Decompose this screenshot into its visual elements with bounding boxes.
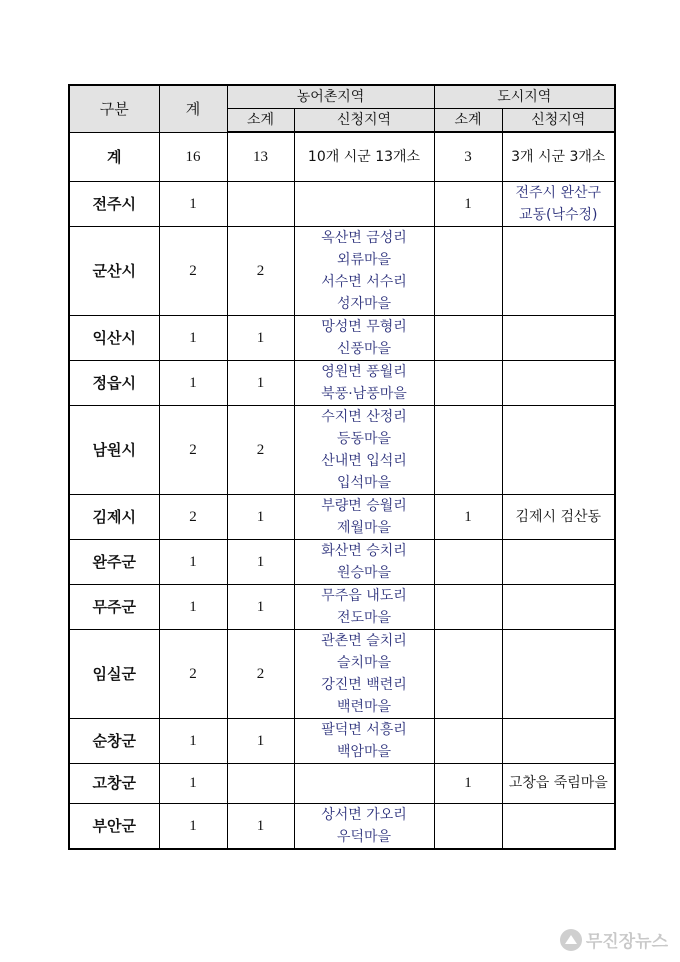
- rural-area-cell: [294, 803, 434, 849]
- rural-area-cell: [294, 718, 434, 763]
- region-cell: 완주군: [69, 539, 159, 584]
- rural-area-cell-line: 슬치마을: [336, 654, 392, 671]
- urban-subtotal-cell: 1: [434, 181, 502, 226]
- region-cell: 남원시: [69, 405, 159, 494]
- rural-area-cell-line: 전도마을: [336, 609, 392, 626]
- urban-area-cell: [502, 803, 615, 849]
- total-cell: 1: [159, 718, 227, 763]
- urban-area-cell-line: 3개 시군 3개소: [511, 148, 606, 165]
- watermark-text: 무진장뉴스: [585, 932, 668, 952]
- urban-area-cell: [502, 629, 615, 718]
- rural-subtotal-cell: 1: [227, 718, 294, 763]
- rural-area-cell-line: 영원면 풍월리: [321, 363, 407, 380]
- rural-area-cell: [294, 405, 434, 494]
- total-cell: 2: [159, 226, 227, 315]
- header-urban: 도시지역: [434, 85, 615, 109]
- urban-subtotal-cell: [434, 226, 502, 315]
- rural-subtotal-cell: [227, 763, 294, 803]
- region-cell: 익산시: [69, 315, 159, 360]
- region-cell: 계: [69, 132, 159, 181]
- urban-subtotal-cell: [434, 315, 502, 360]
- header-total: 계: [159, 85, 227, 132]
- rural-area-cell-line: 산내면 입석리: [321, 452, 407, 469]
- rural-area-cell-line: 제월마을: [336, 519, 392, 536]
- rural-area-cell-line: 무주읍 내도리: [321, 587, 407, 604]
- urban-area-cell: [502, 360, 615, 405]
- urban-area-cell: [502, 718, 615, 763]
- total-cell: 1: [159, 539, 227, 584]
- urban-area-cell-line: 전주시 완산구: [515, 184, 602, 201]
- header-rural-subtotal: 소계: [227, 109, 294, 133]
- region-cell: 군산시: [69, 226, 159, 315]
- urban-area-cell-line: 교동(낙수정): [518, 206, 598, 223]
- rural-area-cell-line: 신풍마을: [336, 340, 392, 357]
- rural-area-cell: [294, 539, 434, 584]
- urban-area-cell: [502, 181, 615, 226]
- urban-subtotal-cell: 3: [434, 132, 502, 181]
- table-row: [69, 584, 615, 629]
- region-cell: 정읍시: [69, 360, 159, 405]
- urban-subtotal-cell: [434, 718, 502, 763]
- rural-area-cell: [294, 226, 434, 315]
- urban-area-cell: [502, 584, 615, 629]
- rural-area-cell-line: 백암마을: [336, 743, 392, 760]
- rural-subtotal-cell: [227, 181, 294, 226]
- rural-area-cell-line: 강진면 백련리: [321, 676, 407, 693]
- rural-area-cell: [294, 629, 434, 718]
- rural-area-cell-line: 수지면 산정리: [321, 408, 407, 425]
- rural-area-cell: [294, 584, 434, 629]
- rural-subtotal-cell: 1: [227, 494, 294, 539]
- header-gubun: 구분: [69, 85, 159, 132]
- rural-subtotal-cell: 13: [227, 132, 294, 181]
- rural-subtotal-cell: 2: [227, 226, 294, 315]
- table-row: [69, 763, 615, 803]
- rural-area-cell-line: 관촌면 슬치리: [321, 632, 407, 649]
- table-row: [69, 803, 615, 849]
- rural-area-cell: [294, 763, 434, 803]
- mountain-logo-icon: [560, 929, 582, 951]
- rural-area-cell-line: 백련마을: [336, 698, 392, 715]
- urban-subtotal-cell: [434, 539, 502, 584]
- region-cell: 순창군: [69, 718, 159, 763]
- table-row: [69, 539, 615, 584]
- table-row: [69, 629, 615, 718]
- region-cell: 무주군: [69, 584, 159, 629]
- header-rural: 농어촌지역: [227, 85, 434, 109]
- total-cell: 2: [159, 629, 227, 718]
- region-cell: 전주시: [69, 181, 159, 226]
- table-row: [69, 494, 615, 539]
- rural-area-cell: [294, 315, 434, 360]
- table-body: [69, 132, 615, 849]
- urban-area-cell-line: 고창읍 죽림마을: [508, 775, 608, 791]
- rural-area-cell-line: 상서면 가오리: [321, 806, 407, 823]
- rural-subtotal-cell: 1: [227, 584, 294, 629]
- region-cell: 김제시: [69, 494, 159, 539]
- table-row: [69, 226, 615, 315]
- table-row: [69, 132, 615, 181]
- rural-area-cell-line: 부량면 승월리: [321, 497, 407, 514]
- rural-area-cell-line: 서수면 서수리: [321, 273, 407, 290]
- rural-area-cell-line: 옥산면 금성리: [321, 229, 407, 246]
- total-cell: 1: [159, 803, 227, 849]
- urban-area-cell: [502, 539, 615, 584]
- header-rural-area: 신청지역: [294, 109, 434, 133]
- urban-subtotal-cell: 1: [434, 763, 502, 803]
- table-row: [69, 181, 615, 226]
- rural-area-cell-line: 입석마을: [336, 474, 392, 491]
- urban-subtotal-cell: [434, 803, 502, 849]
- total-cell: 1: [159, 181, 227, 226]
- total-cell: 1: [159, 584, 227, 629]
- rural-area-cell-line: 우덕마을: [336, 828, 392, 845]
- rural-area-cell-line: 성자마을: [336, 295, 392, 312]
- application-table: [68, 84, 616, 850]
- rural-area-cell: [294, 494, 434, 539]
- total-cell: 1: [159, 360, 227, 405]
- header-urban-area: 신청지역: [502, 109, 615, 133]
- urban-area-cell: [502, 763, 615, 803]
- urban-subtotal-cell: [434, 405, 502, 494]
- urban-area-cell-line: 김제시 검산동: [515, 508, 602, 525]
- rural-subtotal-cell: 2: [227, 629, 294, 718]
- rural-subtotal-cell: 1: [227, 539, 294, 584]
- urban-area-cell: [502, 405, 615, 494]
- rural-area-cell: [294, 360, 434, 405]
- table-row: [69, 718, 615, 763]
- rural-area-cell-line: 북풍·남풍마을: [321, 385, 407, 402]
- rural-area-cell-line: 외류마을: [336, 251, 392, 268]
- total-cell: 16: [159, 132, 227, 181]
- urban-area-cell: [502, 132, 615, 181]
- rural-area-cell-line: 팔덕면 서흥리: [321, 721, 407, 738]
- watermark: [560, 927, 668, 952]
- table-row: [69, 315, 615, 360]
- urban-subtotal-cell: [434, 629, 502, 718]
- rural-area-cell-line: 망성면 무형리: [321, 318, 407, 335]
- table-row: [69, 405, 615, 494]
- rural-area-cell: [294, 181, 434, 226]
- urban-subtotal-cell: [434, 360, 502, 405]
- total-cell: 1: [159, 315, 227, 360]
- rural-area-cell-line: 화산면 승치리: [321, 542, 407, 559]
- rural-area-cell-line: 원승마을: [336, 564, 392, 581]
- rural-area-cell: [294, 132, 434, 181]
- rural-area-cell-line: 등동마을: [336, 430, 392, 447]
- urban-subtotal-cell: 1: [434, 494, 502, 539]
- urban-area-cell: [502, 315, 615, 360]
- rural-subtotal-cell: 1: [227, 315, 294, 360]
- header-urban-subtotal: 소계: [434, 109, 502, 133]
- rural-subtotal-cell: 1: [227, 360, 294, 405]
- region-cell: 부안군: [69, 803, 159, 849]
- total-cell: 2: [159, 405, 227, 494]
- total-cell: 1: [159, 763, 227, 803]
- rural-subtotal-cell: 2: [227, 405, 294, 494]
- rural-subtotal-cell: 1: [227, 803, 294, 849]
- rural-area-cell-line: 10개 시군 13개소: [307, 148, 421, 165]
- urban-area-cell: [502, 226, 615, 315]
- region-cell: 고창군: [69, 763, 159, 803]
- urban-area-cell: [502, 494, 615, 539]
- region-cell: 임실군: [69, 629, 159, 718]
- table-row: [69, 360, 615, 405]
- total-cell: 2: [159, 494, 227, 539]
- urban-subtotal-cell: [434, 584, 502, 629]
